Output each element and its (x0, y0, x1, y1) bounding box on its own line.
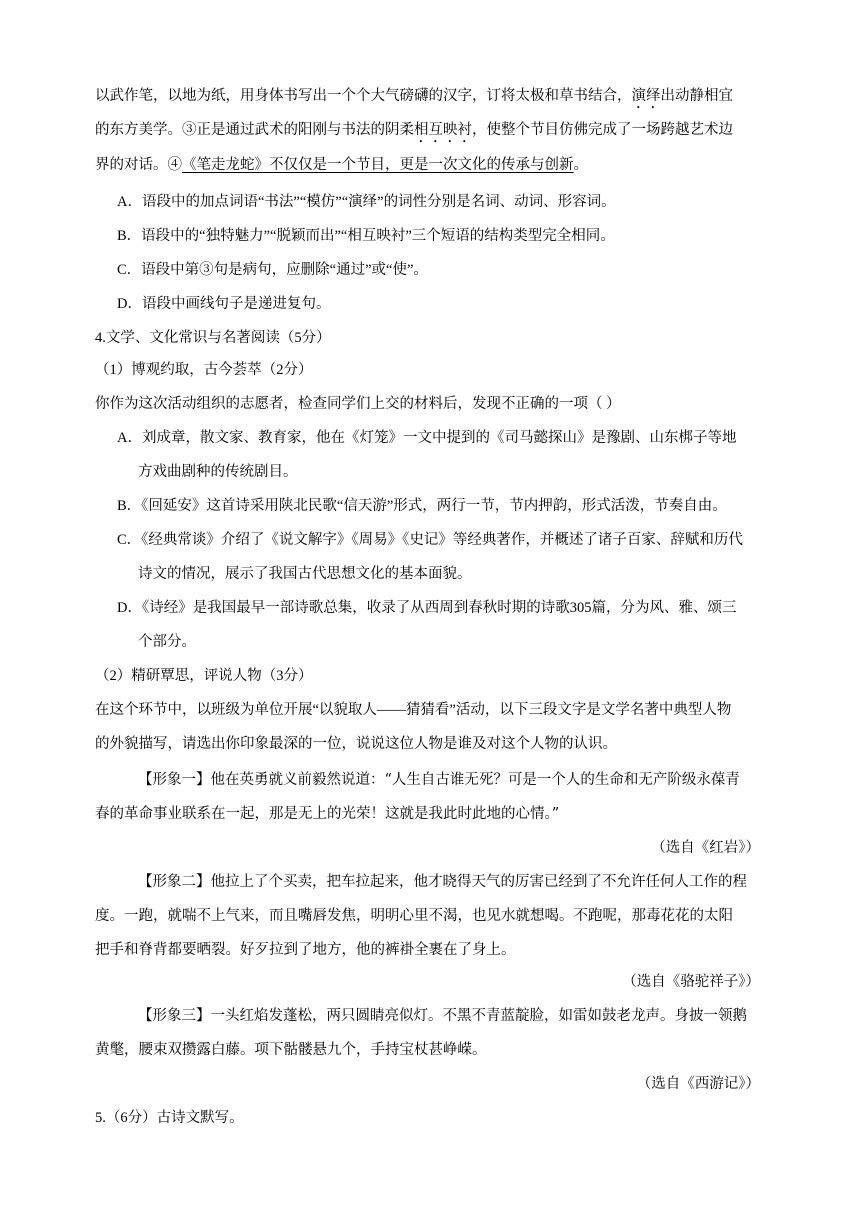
passage-line-3 (95, 155, 775, 175)
q4-option-d-line1: D．《诗经》是我国最早一部诗歌总集，收录了从西周到春秋时期的诗歌305篇，分为风、雅、颂三 (117, 600, 737, 616)
image3-line2: 黄氅，腰束双攒露白藤。项下骷髅悬九个，手持宝杖甚峥嵘。 (95, 1042, 487, 1058)
image3-source: （选自《西游记》） (636, 1076, 760, 1092)
q4-part2-prompt-line2: 的外貌描写，请选出你印象最深的一位，说说这位人物是谁及对这个人物的认识。 (95, 736, 617, 752)
image1-line1: 【形象一】他在英勇就义前毅然说道：“人生自古谁无死？可是一个人的生命和无产阶级永葆青 (138, 772, 740, 788)
dotted-word: 相互映衬 (414, 122, 472, 138)
q4-part1-heading: （1）博观约取，古今荟萃（2分） (95, 362, 313, 378)
image3-line1: 【形象三】一头红焰发蓬松，两只圆睛亮似灯。不黑不青蓝靛脸，如雷如鼓老龙声。身披一领鹅 (138, 1008, 747, 1024)
q4-option-a-line2: 方戏曲剧种的传统剧目。 (138, 464, 298, 480)
dotted-word: 演绎 (631, 88, 661, 104)
q4-part2-heading: （2）精研覃思，评说人物（3分） (95, 668, 313, 684)
image2-line1: 【形象二】他拉上了个买卖，把车拉起来，他才晓得天气的厉害已经到了不允许任何人工作的程 (138, 874, 747, 890)
q5-heading: 5.（6分）古诗文默写。 (95, 1110, 244, 1126)
q4-heading: 4.文学、文化常识与名著阅读（5分） (95, 330, 331, 346)
q4-part2-prompt-line1: 在这个环节中，以班级为单位开展“以貌取人——猜猜看”活动，以下三段文字是文学名著中典型人物 (95, 702, 732, 718)
underlined-sentence: 《笔走龙蛇》不仅仅是一个节目，更是一次文化的传承与创新 (182, 157, 574, 173)
passage-text: 界的对话。④ (95, 157, 182, 173)
passage-text: 出动静相宜 (660, 88, 733, 104)
q3-option-d: D．语段中画线句子是递进复句。 (117, 296, 331, 312)
q3-option-a: A．语段中的加点词语“书法”“模仿”“演绎”的词性分别是名词、动词、形容词。 (117, 194, 616, 210)
image1-line2: 春的革命事业联系在一起，那是无上的光荣！这就是我此时此地的心情。” (95, 806, 560, 822)
q4-option-d-line2: 个部分。 (138, 634, 196, 650)
image2-line2: 度。一跑，就喘不上气来，而且嘴唇发焦，明明心里不渴，也见水就想喝。不跑呢，那毒花花的太阳 (95, 908, 733, 924)
passage-line-2 (95, 120, 775, 146)
q4-option-b: B．《回延安》这首诗采用陕北民歌“信天游”形式，两行一节，节内押韵，形式活泼，节奏自由。 (117, 498, 727, 514)
q4-part1-prompt: 你作为这次活动组织的志愿者，检查同学们上交的材料后，发现不正确的一项（ ） (95, 396, 621, 412)
q4-option-c-line1: C．《经典常谈》介绍了《说文解字》《周易》《史记》等经典著作，并概述了诸子百家、辞赋和历代 (117, 532, 743, 548)
q3-option-c: C．语段中第③句是病句，应删除“通过”或“使”。 (117, 262, 428, 278)
image2-line3: 把手和脊背都要晒裂。好歹拉到了地方，他的裤褂全裹在了身上。 (95, 942, 516, 958)
passage-text: 。 (573, 157, 588, 173)
passage-text: 以武作笔，以地为纸，用身体书写出一个个大气磅礴的汉字，订将太极和草书结合， (95, 88, 632, 104)
image1-source: （选自《红岩》） (651, 840, 760, 856)
q3-option-b: B．语段中的“独特魅力”“脱颖而出”“相互映衬”三个短语的结构类型完全相同。 (117, 228, 615, 244)
passage-text: ，使整个节目仿佛完成了一场跨越艺术边 (472, 122, 733, 138)
q4-option-c-line2: 诗文的情况，展示了我国古代思想文化的基本面貌。 (138, 566, 472, 582)
image2-source: （选自《骆驼祥子》） (622, 974, 760, 990)
passage-text: 的东方美学。③正是通过武术的阳刚与书法的阴柔 (95, 122, 414, 138)
q4-option-a-line1: A．刘成章，散文家、教育家，他在《灯笼》一文中提到的《司马懿探山》是豫剧、山东梆子等地 (117, 430, 737, 446)
passage-line-1 (95, 86, 775, 112)
